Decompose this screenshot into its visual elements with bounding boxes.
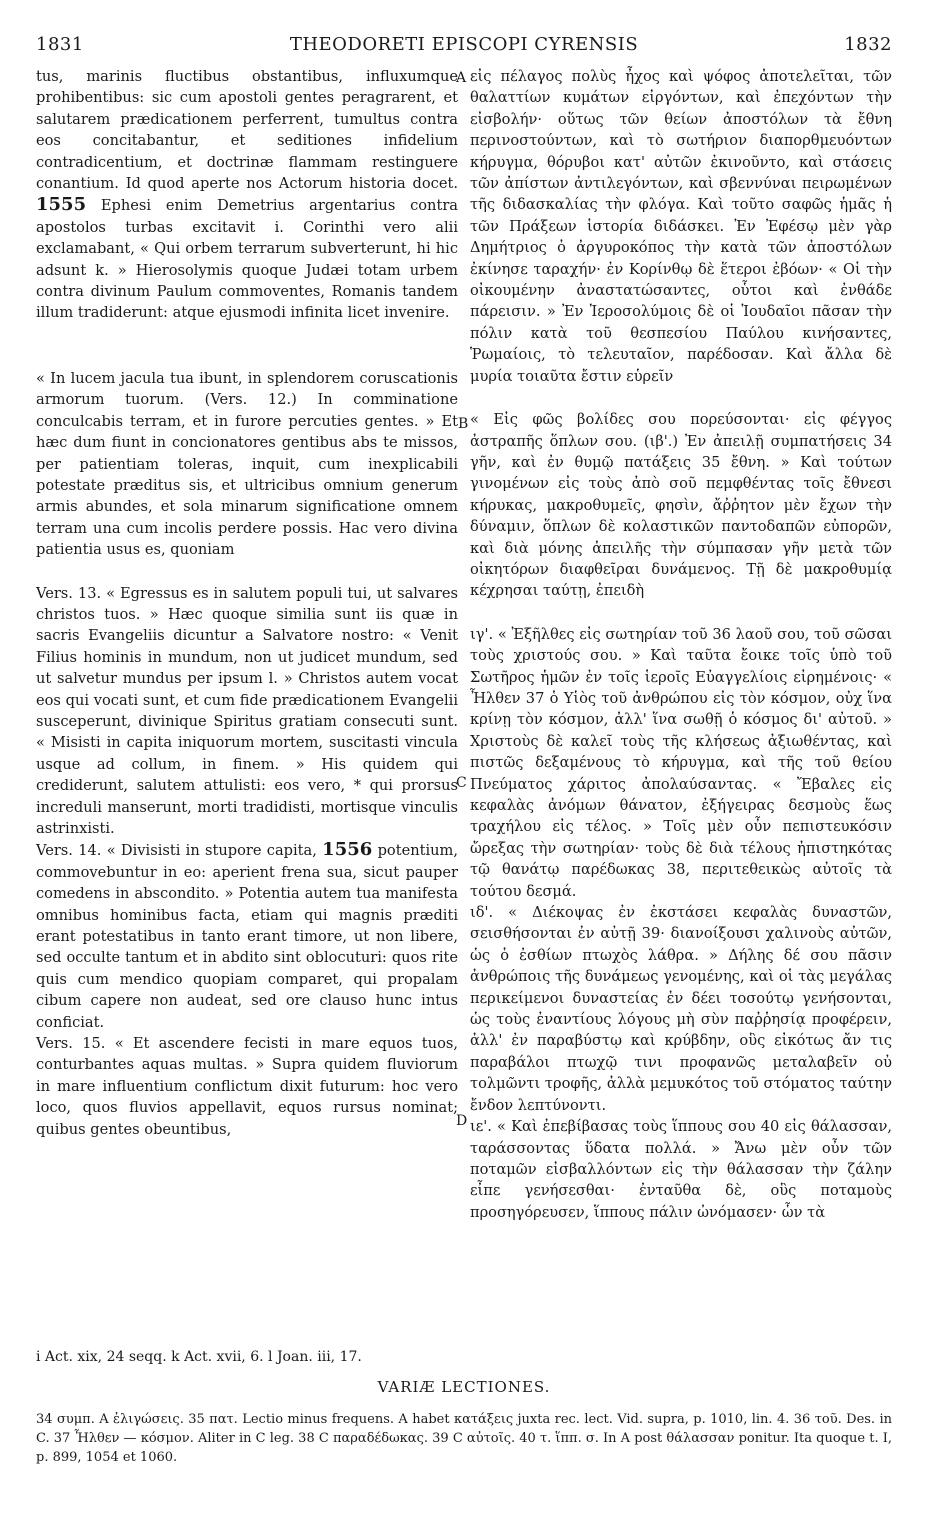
latin-paragraph-3: Vers. 13. « Egressus es in salutem populi tui, ut salvares christos tuos. » Hæc quoque similia sunt iis quæ in sacris Evangeliis dicuntur a Salvatore nostro: « Venit Filius hominis in mundum, non ut judicet mundum, sed ut salvetur mundus per ipsum l. » Christos autem vocat eos qui vocati sunt, et cum fide prædicationem Evangelii susceperunt, divinique Spiritus gratiam consecuti sunt. « Misisti in capita iniquorum mortem, suscitasti vincula usque ad collum, in finem. » His quidem qui crediderunt, salutem attulisti: eos vero, * qui prorsus increduli manserunt, morti tradidisti, mortisque vinculis astrinxisti. <box>36 584 458 837</box>
margin-letter-b: B <box>458 416 469 432</box>
page-number-right: 1832 <box>844 34 892 55</box>
latin-column <box>36 66 458 1140</box>
latin-paragraph-5: Vers. 15. « Et ascendere fecisti in mare equos tuos, conturbantes aquas multas. » Supra quidem fluviorum in mare influentium conflictum dixit futurum: hoc vero loco, quos fluvios appellavit, equos rursus nominat; quibus gentes obeuntibus, <box>36 1035 458 1138</box>
greek-paragraph-5: ιε'. « Καὶ ἐπεβίβασας τοὺς ἵππους σου 40 εἰς θάλασσαν, ταράσσοντας ὕδατα πολλά. » Ἄνω μὲν οὖν τῶν ποταμῶν εἰσβαλλόντων εἰς τὴν θάλασσαν τὴν ζάλην εἶπε γενήσεσθαι· ἐνταῦθα δὲ, οὓς ποταμοὺς προσηγόρευσεν, ἵππους πάλιν ὠνόμασεν· ὧν τὰ <box>470 1118 892 1221</box>
greek-column <box>470 66 892 1223</box>
latin-paragraph-2: « In lucem jacula tua ibunt, in splendorem coruscationis armorum tuorum. (Vers. 12.) In comminatione conculcabis terram, et in furore percuties gentes. » Et hæc dum fiunt in concionatores gentibus abs te missos, per patientiam toleras, inquit, cum inexplicabili potestate præditus sis, et ultricibus omnium generum armis abundes, et sola minarum significatione omnem terram una cum incolis perdere possis. Hac vero divina patientia usus es, quoniam <box>36 369 458 559</box>
page-header <box>36 34 892 60</box>
greek-paragraph-2: « Εἰς φῶς βολίδες σου πορεύσονται· εἰς φέγγος ἀστραπῆς ὅπλων σου. (ιβ'.) Ἐν ἀπειλῇ συμπατήσεις 34 γῆν, καὶ ἐν θυμῷ πατάξεις 35 ἔθνη. » Καὶ τούτων γινομένων εἰς τοὺς ἀπὸ σοῦ πεμφθέντας τοῖς ἔθνεσι κήρυκας, μακροθυμεῖς, φησὶν, ἄῤῥητον μὲν ἔχων τὴν δύναμιν, ὅπλων δὲ κολαστικῶν παντοδαπῶν εὐπορῶν, καὶ διὰ μόνης ἀπειλῆς τὴν σύμπασαν γῆν μετὰ τῶν οἰκητόρων διαφθεῖραι δυνάμενος. Τῇ δὲ μακροθυμίᾳ κέχρησαι ταύτῃ, ἐπειδὴ <box>470 411 892 600</box>
margin-letter-c: C <box>456 775 467 791</box>
running-title: THEODORETI EPISCOPI CYRENSIS <box>289 34 639 55</box>
footnotes: i Act. xix, 24 seqq. k Act. xvii, 6. l Joan. iii, 17. <box>36 1349 362 1365</box>
latin-paragraph-1: tus, marinis fluctibus obstantibus, influxumque prohibentibus: sic cum apostoli gentes peragrarent, et salutarem prædicationem perferrent, tumultus contra eos concitabantur, et seditiones infidelium contradicentium, et doctrinæ flammam restinguere conantium. Id quod aperte nos Actorum historia docet. 1555 Ephesi enim Demetrius argentarius contra apostolos turbas excitavit i. Corinthi vero alii exclamabant, « Qui orbem terrarum subverterunt, hi hic adsunt k. » Hierosolymis quoque Judæi totam urbem contra divinum Paulum commoventes, Romanis tandem illum tradiderunt: atque ejusmodi infinita licet invenire. <box>36 68 458 322</box>
latin-paragraph-4: Vers. 14. « Divisisti in stupore capita, 1556 potentium, commovebuntur in eo: aperient frena sua, sicut pauper comedens in abscondito. » Potentia autem tua manifesta omnibus hominibus facta, etiam qui magnis præditi erant potestatibus in tanto erant timore, ut non libere, sed occulte tantum et in abdito sint oblocuturi: quos rite quis cum mendico quopiam comparet, qui propalam cibum capere non audeat, sed ore clauso hunc intus conficiat. <box>36 839 459 1031</box>
greek-paragraph-1: εἰς πέλαγος πολὺς ἦχος καὶ ψόφος ἀποτελεῖται, τῶν θαλαττίων κυμάτων εἰργόντων, καὶ ἐπεχόντων τὴν εἰσβολήν· οὕτως τῶν θείων ἀποστόλων τὰ ἔθνη περινοστούντων, καὶ τὸ σωτήριον διαπορθμευόντων κήρυγμα, θόρυβοι κατ' αὐτῶν ἐκινοῦντο, καὶ στάσεις τῶν ἀπίστων ἀντιλεγόντων, καὶ σβεννύναι πειρωμένων τῆς διδασκαλίας τὴν φλόγα. Καὶ τοῦτο σαφῶς ἡμᾶς ἡ τῶν Πράξεων ἱστορία διδάσκει. Ἐν Ἐφέσῳ μὲν γὰρ Δημήτριος ὁ ἀργυροκόπος τὴν κατὰ τῶν ἀποστόλων ἐκίνησε ταραχήν· ἐν Κορίνθῳ δὲ ἕτεροι ἐβόων· « Οἱ τὴν οἰκουμένην ἀναστατώσαντες, οὗτοι καὶ ἐνθάδε πάρεισιν. » Ἐν Ἱεροσολύμοις δὲ οἱ Ἰουδαῖοι πᾶσαν τὴν πόλιν κατὰ τοῦ θεσπεσίου Παύλου κινήσαντες, Ῥωμαίοις, τὸ τελευταῖον, παρέδοσαν. Καὶ ἄλλα δὲ μυρία τοιαῦτα ἔστιν εὑρεῖν <box>470 68 892 385</box>
column-number-1556: 1556 <box>322 839 373 861</box>
column-number-1555: 1555 <box>36 194 87 216</box>
margin-letter-a: A <box>456 70 467 86</box>
margin-letter-d: D <box>456 1113 468 1129</box>
greek-paragraph-4: ιδ'. « Διέκοψας ἐν ἐκστάσει κεφαλὰς δυναστῶν, σεισθήσονται ἐν αὐτῇ 39· διανοίξουσι χαλινοὺς αὐτῶν, ὡς ὁ ἐσθίων πτωχὸς λάθρα. » Δήλης δέ σου πᾶσιν ἀνθρώποις τῆς δυνάμεως γενομένης, καὶ οἱ τὰς μεγάλας περικείμενοι δυναστείας ἐν δέει τοσούτῳ γενήσονται, ὡς τοὺς ἐναντίους λόγους μὴ σὺν παῤῥησίᾳ προφέρειν, ἀλλ' ἐν παραβύστῳ καὶ κρύβδην, οὓς εἰκότως ἄν τις παραβάλοι πτωχῷ τινι προφανῶς μεταλαβεῖν οὐ τολμῶντι τροφῆς, ἀλλὰ μεμυκότος τοῦ στόματος ταύτην ἔνδον λεπτύνοντι. <box>470 904 892 1114</box>
variae-lectiones-title: VARIÆ LECTIONES. <box>377 1378 551 1396</box>
page-number-left: 1831 <box>36 34 84 55</box>
variae-lectiones-text: 34 συμπ. A ἐλιγώσεις. 35 πατ. Lectio minus frequens. A habet κατάξεις juxta rec. lect. Vid. supra, p. 1010, lin. 4. 36 τοῦ. Des. in C. 37 Ἦλθεν — κόσμον. Aliter in C leg. 38 C παραδέδωκας. 39 C αὐτοῖς. 40 τ. ἵππ. σ. In A post θάλασσαν ponitur. Ita quoque t. I, p. 899, 1054 et 1060. <box>36 1412 892 1465</box>
greek-paragraph-3: ιγ'. « Ἐξῆλθες εἰς σωτηρίαν τοῦ 36 λαοῦ σου, τοῦ σῶσαι τοὺς χριστούς σου. » Καὶ ταῦτα ἔοικε τοῖς ὑπὸ τοῦ Σωτῆρος ἡμῶν ἐν τοῖς ἱεροῖς Εὐαγγελίοις εἰρημένοις· « Ἦλθεν 37 ὁ Υἱὸς τοῦ ἀνθρώπου εἰς τὸν κόσμον, οὐχ ἵνα κρίνῃ τὸν κόσμον, ἀλλ' ἵνα σωθῇ ὁ κόσμος δι' αὐτοῦ. » Χριστοὺς δὲ καλεῖ τοὺς τῆς κλήσεως ἀξιωθέντας, καὶ πιστῶς δεξαμένους τὸ κήρυγμα, καὶ τῆς τοῦ θείου Πνεύματος χάριτος ἀπολαύσαντας. « Ἔβαλες εἰς κεφαλὰς ἀνόμων θάνατον, ἐξήγειρας δεσμοὺς ἕως τραχήλου εἰς τέλος. » Τοῖς μὲν οὖν πεπιστευκόσιν ὤρεξας τὴν σωτηρίαν· τοὺς δὲ διὰ τέλους ἠπιστηκότας τῷ θανάτῳ παρέδωκας 38, περιτεθεικὼς αὐτοῖς τὰ τούτου δεσμά. <box>470 625 892 900</box>
